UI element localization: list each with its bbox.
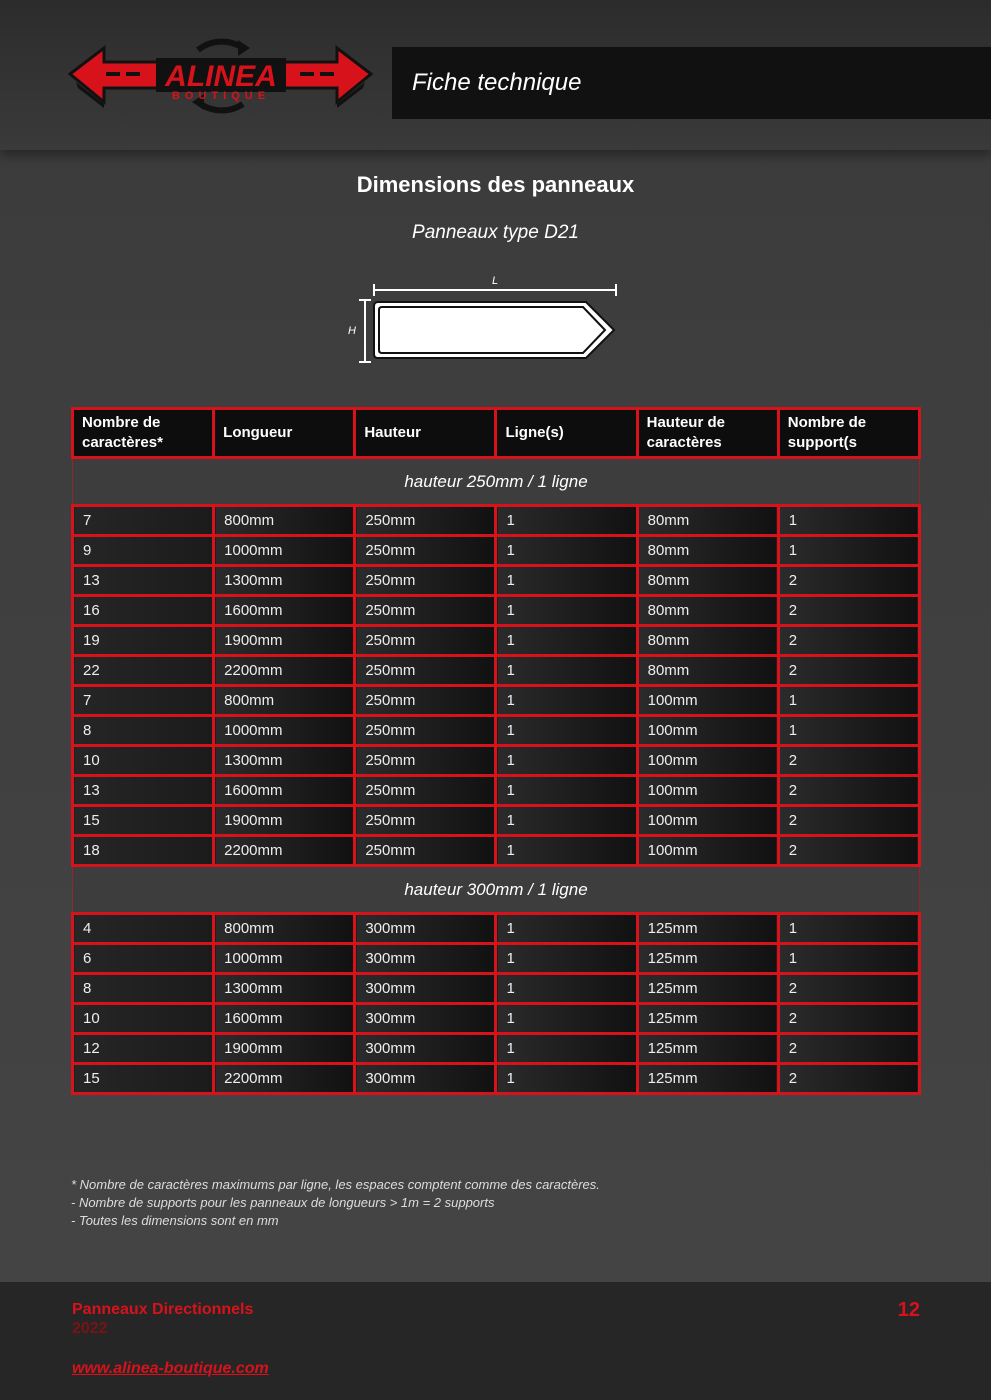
table-cell: 80mm	[637, 596, 778, 626]
table-cell: 19	[73, 626, 214, 656]
table-row	[73, 776, 920, 806]
website-link[interactable]: www.alinea-boutique.com	[72, 1360, 269, 1377]
table-cell: 100mm	[637, 716, 778, 746]
table-row	[73, 626, 920, 656]
table-cell: 2	[778, 1064, 919, 1094]
table-row	[73, 716, 920, 746]
table-cell: 4	[73, 914, 214, 944]
table-row	[73, 974, 920, 1004]
table-cell: 1	[496, 1004, 637, 1034]
table-cell: 300mm	[355, 914, 496, 944]
page-footer	[0, 1282, 991, 1400]
table-cell: 2	[778, 626, 919, 656]
section-title: hauteur 250mm / 1 ligne	[73, 458, 920, 506]
table-cell: 125mm	[637, 914, 778, 944]
table-cell: 1	[496, 944, 637, 974]
table-cell: 1	[778, 716, 919, 746]
table-cell: 2	[778, 566, 919, 596]
table-cell: 7	[73, 686, 214, 716]
header-cell: Longueur	[214, 409, 355, 458]
table-cell: 1	[778, 506, 919, 536]
page-title: Dimensions des panneaux	[356, 172, 635, 197]
table-cell: 2200mm	[214, 1064, 355, 1094]
header-cell: Hauteur	[355, 409, 496, 458]
table-cell: 2	[778, 1034, 919, 1064]
table-cell: 125mm	[637, 944, 778, 974]
table-cell: 8	[73, 974, 214, 1004]
footer-title: Panneaux Directionnels	[72, 1301, 254, 1318]
fiche-technique-banner	[392, 47, 991, 119]
dimensions-table-wrap	[71, 407, 921, 1095]
table-cell: 22	[73, 656, 214, 686]
table-cell: 2	[778, 806, 919, 836]
table-cell: 1000mm	[214, 944, 355, 974]
table-cell: 13	[73, 566, 214, 596]
table-cell: 250mm	[355, 776, 496, 806]
table-cell: 250mm	[355, 656, 496, 686]
table-cell: 300mm	[355, 944, 496, 974]
table-cell: 7	[73, 506, 214, 536]
table-cell: 1	[496, 974, 637, 1004]
table-row	[73, 656, 920, 686]
table-cell: 80mm	[637, 626, 778, 656]
table-cell: 1300mm	[214, 746, 355, 776]
table-cell: 250mm	[355, 836, 496, 866]
table-cell: 250mm	[355, 716, 496, 746]
table-cell: 12	[73, 1034, 214, 1064]
table-cell: 2	[778, 596, 919, 626]
table-cell: 125mm	[637, 974, 778, 1004]
table-cell: 1	[496, 836, 637, 866]
table-cell: 250mm	[355, 806, 496, 836]
table-cell: 1	[496, 716, 637, 746]
table-cell: 1	[496, 914, 637, 944]
table-cell: 1	[496, 776, 637, 806]
section-row	[73, 458, 920, 506]
section-row	[73, 866, 920, 914]
header-cell: Hauteur de caractères	[637, 409, 778, 458]
table-cell: 125mm	[637, 1004, 778, 1034]
table-cell: 80mm	[637, 506, 778, 536]
table-cell: 15	[73, 1064, 214, 1094]
table-cell: 1000mm	[214, 716, 355, 746]
table-cell: 250mm	[355, 506, 496, 536]
table-cell: 10	[73, 746, 214, 776]
table-cell: 1300mm	[214, 566, 355, 596]
table-row	[73, 686, 920, 716]
table-cell: 1	[496, 746, 637, 776]
page-header	[0, 0, 991, 150]
table-cell: 2200mm	[214, 656, 355, 686]
table-row	[73, 836, 920, 866]
table-cell: 125mm	[637, 1064, 778, 1094]
table-cell: 125mm	[637, 1034, 778, 1064]
header-cell: Nombre de support(s	[778, 409, 919, 458]
table-cell: 800mm	[214, 506, 355, 536]
table-row	[73, 746, 920, 776]
table-row	[73, 566, 920, 596]
table-row	[73, 506, 920, 536]
section-title: hauteur 300mm / 1 ligne	[73, 866, 920, 914]
table-cell: 100mm	[637, 746, 778, 776]
table-cell: 2	[778, 1004, 919, 1034]
table-cell: 6	[73, 944, 214, 974]
table-header-row	[73, 409, 920, 458]
table-cell: 1	[496, 566, 637, 596]
table-cell: 1000mm	[214, 536, 355, 566]
table-cell: 10	[73, 1004, 214, 1034]
table-cell: 1900mm	[214, 626, 355, 656]
table-cell: 15	[73, 806, 214, 836]
table-cell: 1600mm	[214, 1004, 355, 1034]
table-cell: 1	[496, 536, 637, 566]
table-cell: 8	[73, 716, 214, 746]
table-cell: 1600mm	[214, 776, 355, 806]
table-row	[73, 596, 920, 626]
table-cell: 2	[778, 746, 919, 776]
table-cell: 80mm	[637, 656, 778, 686]
table-row	[73, 1034, 920, 1064]
table-cell: 1	[496, 1064, 637, 1094]
table-cell: 1	[496, 1034, 637, 1064]
table-cell: 18	[73, 836, 214, 866]
table-cell: 1	[778, 686, 919, 716]
panel-diagram	[340, 272, 630, 372]
header-cell: Nombre de caractères*	[73, 409, 214, 458]
table-cell: 1	[496, 806, 637, 836]
footer-year: 2022	[72, 1320, 108, 1337]
table-cell: 250mm	[355, 596, 496, 626]
table-cell: 9	[73, 536, 214, 566]
table-row	[73, 944, 920, 974]
table-cell: 250mm	[355, 686, 496, 716]
table-cell: 1600mm	[214, 596, 355, 626]
table-cell: 2200mm	[214, 836, 355, 866]
table-cell: 1300mm	[214, 974, 355, 1004]
table-cell: 100mm	[637, 806, 778, 836]
table-cell: 800mm	[214, 686, 355, 716]
header-cell: Ligne(s)	[496, 409, 637, 458]
alinea-logo	[68, 30, 373, 122]
table-cell: 1	[496, 596, 637, 626]
table-cell: 300mm	[355, 974, 496, 1004]
table-cell: 2	[778, 776, 919, 806]
footnote: - Nombre de supports pour les panneaux de longueurs > 1m = 2 supports	[71, 1195, 495, 1210]
table-cell: 300mm	[355, 1034, 496, 1064]
table-body	[73, 458, 920, 1094]
table-cell: 1900mm	[214, 1034, 355, 1064]
table-cell: 2	[778, 656, 919, 686]
table-cell: 300mm	[355, 1004, 496, 1034]
table-cell: 100mm	[637, 836, 778, 866]
table-cell: 1	[496, 506, 637, 536]
table-cell: 1	[778, 914, 919, 944]
fiche-technique-label: Fiche technique	[412, 69, 582, 96]
table-cell: 250mm	[355, 626, 496, 656]
table-cell: 100mm	[637, 686, 778, 716]
table-cell: 80mm	[637, 566, 778, 596]
table-cell: 250mm	[355, 746, 496, 776]
diagram-label-l: L	[491, 275, 499, 287]
page-subtitle: Panneaux type D21	[412, 222, 579, 243]
table-cell: 2	[778, 974, 919, 1004]
diagram-label-h: H	[348, 325, 356, 337]
table-cell: 1	[496, 626, 637, 656]
table-row	[73, 914, 920, 944]
table-cell: 2	[778, 836, 919, 866]
table-cell: 1	[496, 656, 637, 686]
footnotes	[71, 1176, 921, 1230]
table-cell: 80mm	[637, 536, 778, 566]
table-row	[73, 536, 920, 566]
table-cell: 1	[778, 944, 919, 974]
footnote: * Nombre de caractères maximums par ligne, les espaces comptent comme des caractères.	[71, 1177, 600, 1192]
table-cell: 16	[73, 596, 214, 626]
svg-text:BOUTIQUE: BOUTIQUE	[171, 90, 271, 102]
table-cell: 250mm	[355, 566, 496, 596]
table-row	[73, 1064, 920, 1094]
table-cell: 100mm	[637, 776, 778, 806]
table-row	[73, 1004, 920, 1034]
svg-text:ALINEA: ALINEA	[165, 60, 277, 93]
table-cell: 250mm	[355, 536, 496, 566]
page-number: 12	[897, 1299, 920, 1321]
table-cell: 1	[496, 686, 637, 716]
dimensions-table	[71, 407, 921, 1095]
table-cell: 800mm	[214, 914, 355, 944]
table-cell: 300mm	[355, 1064, 496, 1094]
table-cell: 1900mm	[214, 806, 355, 836]
table-cell: 1	[778, 536, 919, 566]
footnote: - Toutes les dimensions sont en mm	[71, 1213, 279, 1228]
table-cell: 13	[73, 776, 214, 806]
table-row	[73, 806, 920, 836]
